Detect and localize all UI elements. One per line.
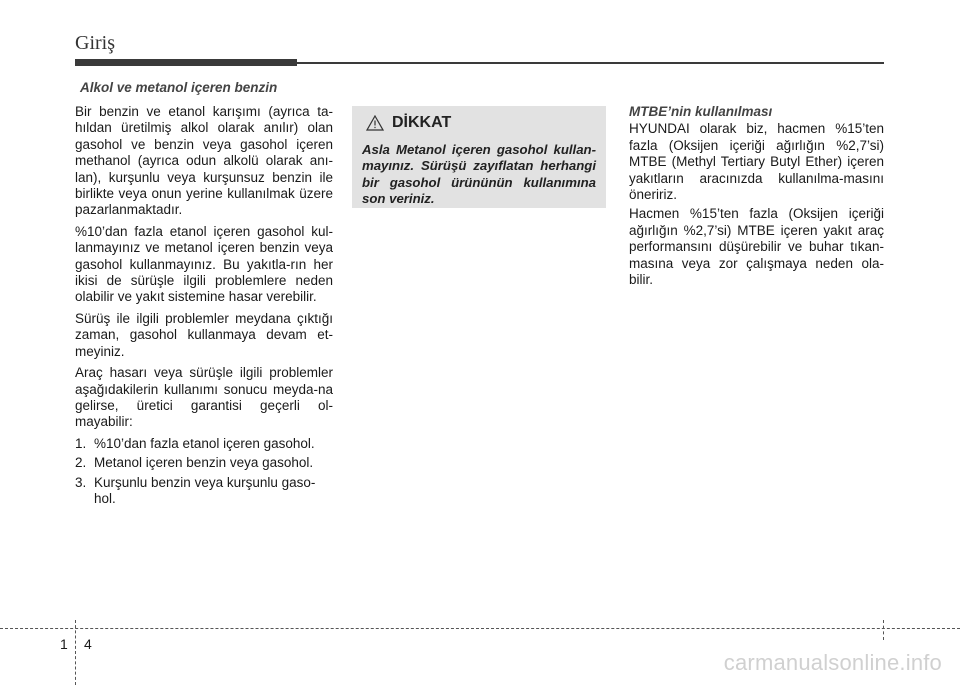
page-number: 4 [84, 636, 92, 652]
page-chapter-number: 1 [60, 636, 68, 652]
paragraph: Hacmen %15’ten fazla (Oksijen içeriği ağırlığın %2,7’si) MTBE içeren yakıt araç performansını düşürebilir ve buhar tıkan-masına veya zor çalışmaya neden ola-bilir. [629, 206, 884, 288]
warning-triangle-icon [366, 115, 384, 131]
left-column [75, 104, 333, 510]
paragraph: Araç hasarı veya sürüşle ilgili problemler aşağıdakilerin kullanımı sonucu meyda-na gelirse, üretici garantisi geçerli ol-mayabilir: [75, 365, 333, 430]
caution-title: DİKKAT [392, 114, 452, 131]
paragraph: Bir benzin ve etanol karışımı (ayrıca ta-hıldan üretilmiş alkol olarak anılır) olan gasohol ve benzin veya gasohol içeren methanol (ayrıca odun alkolü olarak anı-lan), kurşunlu veya kurşunsuz benzin ile birlikte veya onun yerine kullanılmak üzere pazarlanmaktadır. [75, 104, 333, 218]
list-text: %10’dan fazla etanol içeren gasohol. [94, 435, 315, 451]
chapter-title: Giriş [75, 32, 115, 54]
footer-margin-line-right [883, 620, 884, 640]
subsection-heading: MTBE’nin kullanılması [629, 104, 773, 119]
watermark: carmanualsonline.info [723, 650, 942, 675]
paragraph: %10’dan fazla etanol içeren gasohol kul-lanmayınız ve metanol içeren benzin veya gasohol kullanmayınız. Bu yakıtla-rın her ikisi de sürüşle ilgili problemlere neden olabilir ve yakıt sistemine hasar verebilir. [75, 223, 333, 305]
list-number: 2. [75, 455, 87, 471]
list-text: Metanol içeren benzin veya gasohol. [94, 455, 314, 471]
section-heading: Alkol ve metanol içeren benzin [80, 80, 278, 95]
list-text: Kurşunlu benzin veya kurşunlu gaso-hol. [94, 474, 316, 506]
header-rule-thick [75, 59, 297, 66]
numbered-list [75, 436, 333, 508]
caution-text: Asla Metanol içeren gasohol kullan-mayınız. Sürüşü zayıflatan herhangi bir gasohol ürününün kullanımına son veriniz. [362, 142, 596, 207]
list-item [75, 455, 333, 471]
list-number: 3. [75, 474, 87, 490]
caution-header [362, 114, 596, 132]
paragraph: HYUNDAI olarak biz, hacmen %15’ten fazla (Oksijen içeriği ağırlığın %2,7’si) MTBE (Methyl Tertiary Butyl Ether) içeren yakıtların aracınızda kullanılma-masını öneririz. [629, 121, 884, 203]
footer-divider [0, 628, 960, 629]
list-item [75, 436, 333, 452]
paragraph: Sürüş ile ilgili problemler meydana çıktığı zaman, gasohol kullanmaya devam et-meyiniz. [75, 310, 333, 359]
caution-box [352, 106, 606, 208]
footer-margin-line [75, 620, 76, 685]
right-column [629, 104, 884, 291]
list-number: 1. [75, 435, 87, 451]
list-item [75, 475, 333, 508]
header-rule-thin [297, 62, 884, 64]
